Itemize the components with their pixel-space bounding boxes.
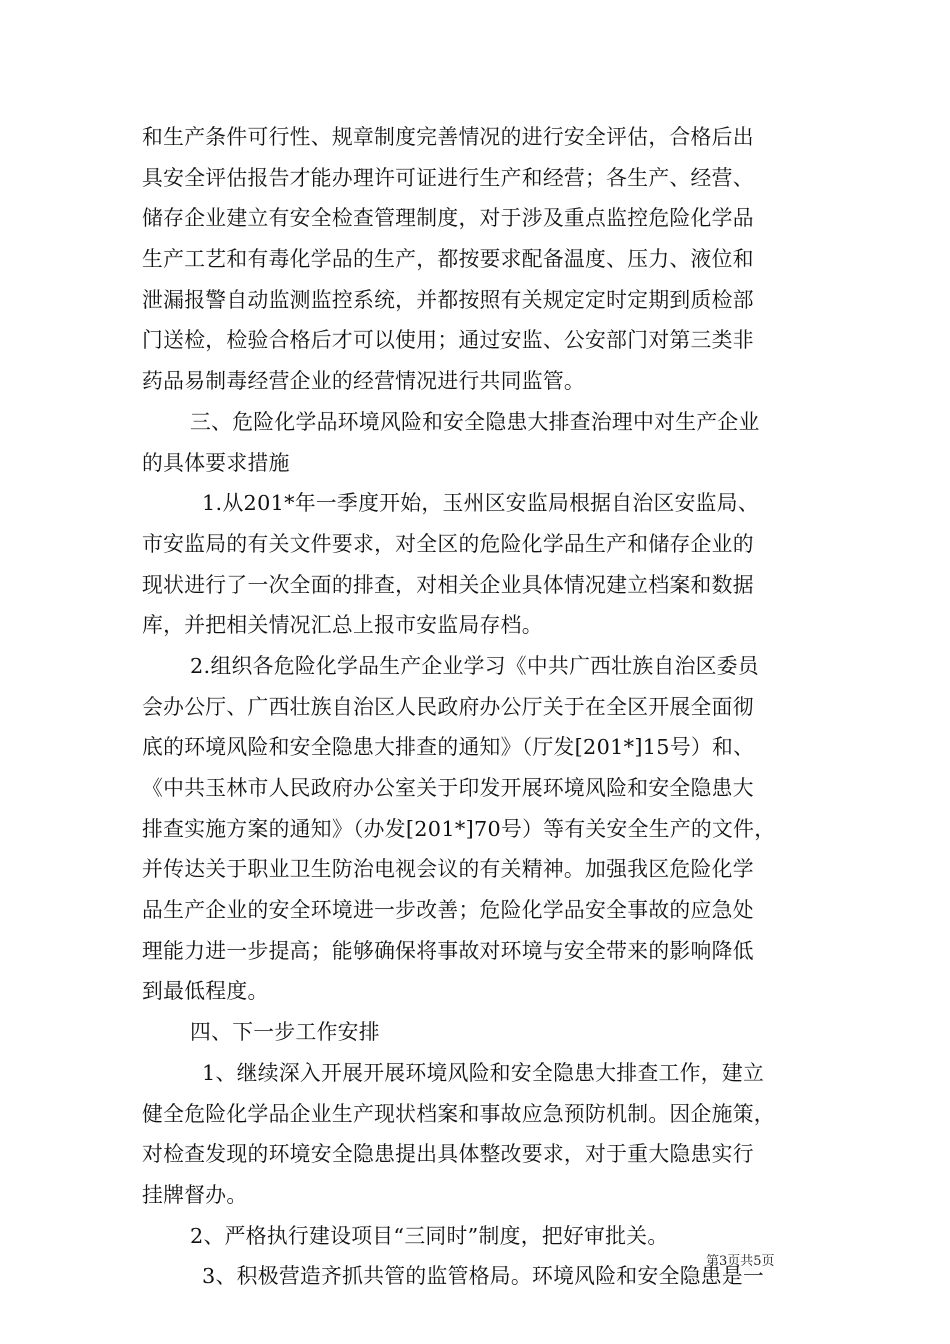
text-line: 健全危险化学品企业生产现状档案和事故应急预防机制。因企施策， [142,1101,775,1126]
text-line: 泄漏报警自动监测监控系统，并都按照有关规定定时定期到质检部 [142,287,754,312]
text-line: 门送检，检验合格后才可以使用；通过安监、公安部门对第三类非 [142,328,754,353]
paragraph-first-line: 2.组织各危险化学品生产企业学习《中共广西壮族自治区委员 [190,653,759,678]
section-heading: 四、下一步工作安排 [190,1020,380,1045]
text-line: 生产工艺和有毒化学品的生产，都按要求配备温度、压力、液位和 [142,247,754,272]
paragraph-first-line: 3、积极营造齐抓共管的监管格局。环境风险和安全隐患是一 [202,1264,765,1289]
paragraph-first-line: 1、继续深入开展开展环境风险和安全隐患大排查工作，建立 [202,1060,765,1085]
text-line: 品生产企业的安全环境进一步改善；危险化学品安全事故的应急处 [142,898,754,923]
text-line: 到最低程度。 [142,979,269,1004]
text-line: 储存企业建立有安全检查管理制度，对于涉及重点监控危险化学品 [142,206,754,231]
text-line: 和生产条件可行性、规章制度完善情况的进行安全评估，合格后出 [142,125,754,149]
text-line: 对检查发现的环境安全隐患提出具体整改要求，对于重大隐患实行 [142,1142,754,1167]
text-line: 现状进行了一次全面的排查，对相关企业具体情况建立档案和数据 [142,572,754,597]
text-line: 市安监局的有关文件要求，对全区的危险化学品生产和储存企业的 [142,531,754,556]
section-heading-continued: 的具体要求措施 [142,450,290,475]
text-line: 理能力进一步提高；能够确保将事故对环境与安全带来的影响降低 [142,938,754,963]
text-line: 底的环境风险和安全隐患大排查的通知》（厅发[201*]15号）和、 [142,735,755,760]
text-line: 具安全评估报告才能办理许可证进行生产和经营；各生产、经营、 [142,165,754,190]
text-line: 会办公厅、广西壮族自治区人民政府办公厅关于在全区开展全面彻 [142,694,754,719]
text-line: 药品易制毒经营企业的经营情况进行共同监管。 [142,369,586,394]
text-line: 挂牌督办。 [142,1182,248,1207]
section-heading: 三、危险化学品环境风险和安全隐患大排查治理中对生产企业 [190,409,760,434]
paragraph-first-line: 1.从201*年一季度开始，玉州区安监局根据自治区安监局、 [202,491,759,516]
page-indicator: 第3页共5页 [706,1254,775,1269]
text-line: 排查实施方案的通知》（办发[201*]70号）等有关安全生产的文件， [142,816,776,841]
text-line: 《中共玉林市人民政府办公室关于印发开展环境风险和安全隐患大 [142,776,754,800]
paragraph-first-line: 2、严格执行建设项目“三同时”制度，把好审批关。 [190,1223,669,1248]
text-line: 并传达关于职业卫生防治电视会议的有关精神。加强我区危险化学 [142,857,754,882]
document-body [142,117,814,1297]
text-line: 库，并把相关情况汇总上报市安监局存档。 [142,613,543,638]
